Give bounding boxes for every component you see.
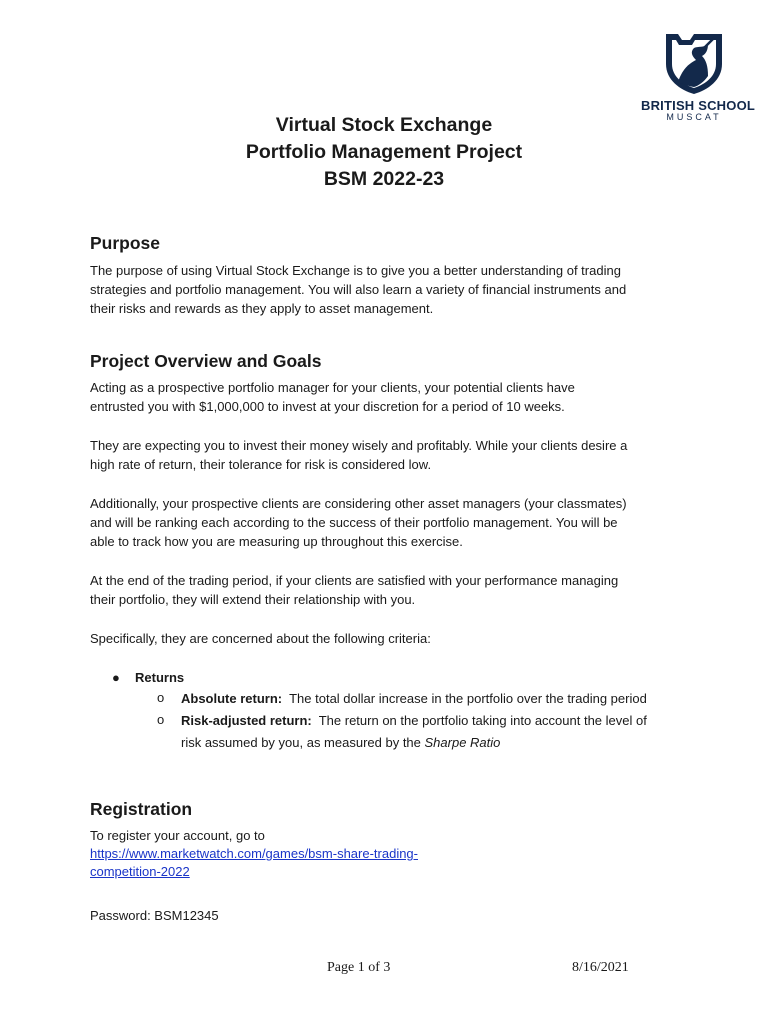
- criteria-desc: The return on the portfolio taking into account the level of: [311, 713, 647, 728]
- registration-link[interactable]: [90, 845, 418, 881]
- criteria-term: Risk-adjusted return:: [181, 713, 312, 728]
- purpose-line: The purpose of using Virtual Stock Exchange is to give you a better understanding of trading: [90, 263, 621, 278]
- overview-line: their portfolio, they will extend their relationship with you.: [90, 592, 416, 607]
- purpose-paragraph: [90, 261, 690, 318]
- registration-intro: To register your account, go to: [90, 828, 265, 843]
- logo-school-name: BRITISH SCHOOL: [641, 98, 756, 113]
- sub-bullet-marker: o: [157, 690, 165, 705]
- purpose-line: strategies and portfolio management. You will also learn a variety of financial instruments and: [90, 282, 627, 297]
- purpose-heading: Purpose: [90, 233, 161, 253]
- overview-heading: Project Overview and Goals: [90, 351, 322, 371]
- overview-line: high rate of return, their tolerance for risk is considered low.: [90, 457, 432, 472]
- overview-line: Additionally, your prospective clients are considering other asset managers (your classmates): [90, 496, 627, 511]
- overview-line: able to track how you are measuring up throughout this exercise.: [90, 534, 463, 549]
- overview-paragraph-3: [90, 494, 690, 551]
- shield-crest-icon: [662, 30, 726, 96]
- overview-line: Acting as a prospective portfolio manager for your clients, your potential clients have: [90, 380, 575, 395]
- registration-link-line[interactable]: competition-2022: [90, 864, 190, 879]
- footer-page-number: Page 1 of 3: [327, 960, 391, 975]
- sharpe-ratio-term: Sharpe Ratio: [424, 735, 501, 750]
- overview-paragraph-1: [90, 378, 690, 416]
- purpose-line: their risks and rewards as they apply to asset management.: [90, 301, 434, 316]
- sub-bullet-marker: o: [157, 712, 165, 727]
- registration-password: Password: BSM12345: [90, 908, 219, 923]
- logo-school-city: MUSCAT: [666, 112, 722, 122]
- overview-line: and will be ranking each according to the success of their portfolio management. You will be: [90, 515, 618, 530]
- registration-heading: Registration: [90, 799, 193, 819]
- title-line-3: BSM 2022-23: [323, 168, 445, 190]
- overview-paragraph-2: [90, 436, 690, 474]
- criteria-risk-adjusted-return: [181, 710, 691, 754]
- title-line-1: Virtual Stock Exchange: [275, 114, 493, 136]
- bullet-returns-label: Returns: [135, 670, 185, 685]
- bullet-marker: ●: [112, 670, 120, 685]
- criteria-desc-cont: risk assumed by you, as measured by the: [181, 735, 425, 750]
- overview-paragraph-4: [90, 571, 690, 609]
- document-title: [0, 112, 768, 193]
- registration-link-line[interactable]: https://www.marketwatch.com/games/bsm-share-trading-: [90, 846, 418, 861]
- overview-paragraph-5: Specifically, they are concerned about the following criteria:: [90, 631, 431, 646]
- criteria-term: Absolute return:: [181, 691, 283, 706]
- criteria-desc: The total dollar increase in the portfolio over the trading period: [282, 691, 647, 706]
- overview-line: At the end of the trading period, if your clients are satisfied with your performance managing: [90, 573, 619, 588]
- criteria-absolute-return: [181, 688, 691, 710]
- overview-line: They are expecting you to invest their money wisely and profitably. While your clients desire a: [90, 438, 628, 453]
- overview-line: entrusted you with $1,000,000 to invest at your discretion for a period of 10 weeks.: [90, 399, 565, 414]
- footer-date: 8/16/2021: [572, 960, 629, 975]
- title-line-2: Portfolio Management Project: [245, 141, 523, 163]
